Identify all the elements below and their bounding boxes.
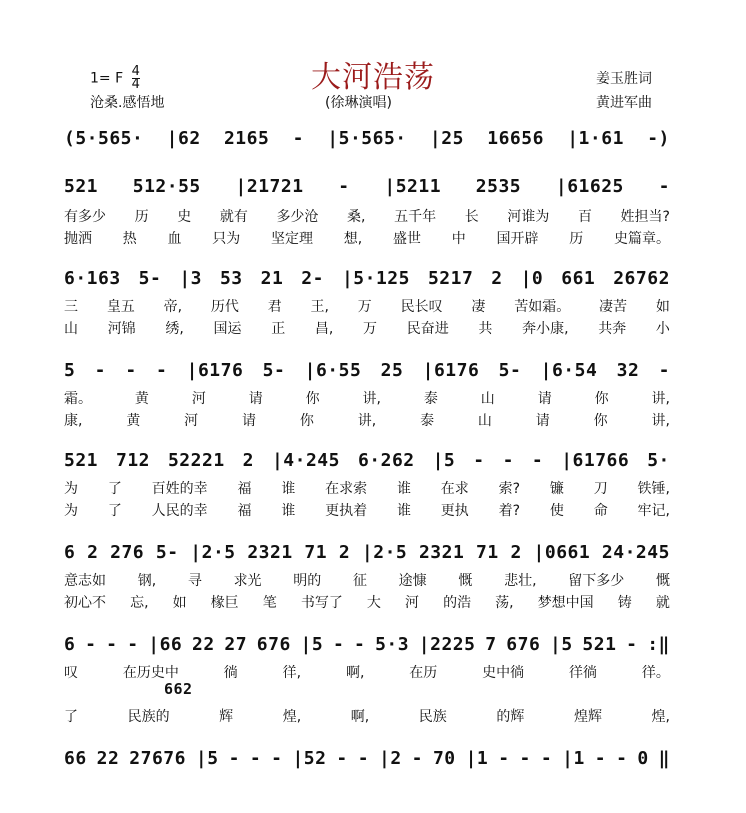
lyric-word: 在求 — [440, 481, 469, 497]
lyric-word: 谁 — [281, 503, 296, 519]
lyric-word: 求光 — [233, 573, 262, 589]
lyric-word: 河谁为 — [507, 209, 550, 225]
lyric-word: 梦想中国 — [537, 595, 594, 611]
lyric-word: 国开辟 — [496, 231, 539, 247]
lyric-word: 山 — [477, 413, 492, 429]
note-group: |5·125 — [341, 268, 410, 289]
notation-line — [64, 634, 670, 655]
note-group: - — [155, 360, 168, 381]
note-group: - — [411, 748, 423, 769]
note-group: - — [658, 360, 670, 381]
lyric-word: 更执 — [440, 503, 469, 519]
lyric-word: 国运 — [213, 321, 242, 337]
note-group: - — [473, 450, 485, 471]
lyric-word: 讲, — [362, 391, 381, 407]
notation-line — [64, 176, 670, 197]
note-group: 66 — [64, 748, 87, 769]
note-group: 53 — [219, 268, 243, 289]
note-group: |21721 — [235, 176, 304, 197]
time-signature: $\frac{4}{4}$ — [131, 64, 140, 92]
note-group: - — [658, 176, 670, 197]
lyric-word: 留下多少 — [568, 573, 625, 589]
lyric-word: 为 — [64, 503, 78, 519]
note-group: 6 — [64, 634, 76, 655]
lyric-word: 凄苦 — [599, 299, 628, 315]
lyric-word: 讲, — [651, 391, 670, 407]
lyric-word: 共 — [478, 321, 493, 337]
note-group: 521 — [64, 450, 99, 471]
song-title: 大河浩荡 — [311, 60, 435, 95]
note-group: 521 — [582, 634, 617, 655]
note-group: 5- — [138, 268, 162, 289]
note-group: 712 — [115, 450, 150, 471]
lyric-verse-1 — [64, 662, 670, 682]
lyric-word: 请 — [242, 413, 257, 429]
lyric-word: 命 — [593, 503, 608, 519]
note-group: - — [498, 748, 510, 769]
lyric-word: 史中徜 — [482, 665, 525, 681]
note-group: 276 — [110, 542, 145, 563]
note-group: - — [338, 176, 350, 197]
lyric-word: 途慷 — [398, 573, 427, 589]
note-group: |1 — [562, 748, 585, 769]
lyric-word: 叹 — [64, 665, 78, 681]
note-group: 6·163 — [64, 268, 121, 289]
note-group: 0 — [637, 748, 649, 769]
note-group: (5·565· — [64, 128, 144, 149]
note-group: 7 — [485, 634, 497, 655]
lyric-word: 昌, — [314, 321, 334, 337]
note-group: 27676 — [129, 748, 186, 769]
lyric-word: 抛洒 — [64, 231, 92, 247]
note-group: 5- — [262, 360, 286, 381]
lyric-word: 史 — [177, 209, 192, 225]
lyric-word: 中 — [451, 231, 466, 247]
lyric-word: 你 — [305, 391, 320, 407]
note-group: - — [626, 634, 638, 655]
note-group: - — [106, 634, 118, 655]
lyric-verse-1 — [64, 296, 670, 316]
note-group: 22 — [191, 634, 215, 655]
note-group: |2 — [379, 748, 402, 769]
note-group: 512·55 — [132, 176, 201, 197]
note-group: |0661 — [533, 542, 591, 563]
lyric-word: 山 — [64, 321, 78, 337]
note-group: |5 — [550, 634, 573, 655]
note-group: 2- — [301, 268, 324, 289]
lyric-word: 了 — [107, 503, 122, 519]
arranger-credit: 沧桑.感悟地 — [90, 95, 165, 111]
composer-credit: 黄进军曲 — [596, 95, 652, 111]
note-group: 2 — [510, 542, 522, 563]
note-group: - — [502, 450, 514, 471]
lyric-word: 万 — [357, 299, 372, 315]
note-group: 52221 — [167, 450, 225, 471]
lyric-verse-1 — [64, 570, 670, 590]
note-group: |61766 — [561, 450, 630, 471]
lyric-word: 康, — [64, 413, 83, 429]
lyric-word: 征 — [352, 573, 367, 589]
note-group: 24·245 — [601, 542, 670, 563]
note-group: 5·3 — [375, 634, 410, 655]
lyric-word: 徜 — [223, 665, 238, 681]
notation-line — [64, 268, 670, 289]
lyric-word: 小 — [655, 321, 670, 337]
note-group: - — [357, 748, 370, 769]
lyric-word: 铁锤, — [637, 481, 670, 497]
note-group: 676 — [256, 634, 291, 655]
lyric-word: 啊, — [345, 665, 365, 681]
note-group: 5- — [498, 360, 522, 381]
note-group: 2 — [338, 542, 351, 563]
lyric-word: 民长叹 — [400, 299, 443, 315]
lyric-word: 泰 — [420, 413, 435, 429]
note-group: - — [125, 360, 137, 381]
lyric-word: 君 — [267, 299, 282, 315]
note-group: - — [127, 634, 139, 655]
lyric-word: 共奔 — [598, 321, 627, 337]
lyric-word: 谁 — [396, 481, 411, 497]
lyric-word: 山 — [480, 391, 495, 407]
lyric-word: 史篇章。 — [613, 231, 670, 247]
note-group: |5 — [300, 634, 324, 655]
notation-line — [64, 542, 670, 563]
notation-line — [64, 748, 670, 769]
lyric-word: 皇五 — [106, 299, 135, 315]
lyric-verse-2 — [64, 410, 670, 430]
lyric-word: 啊, — [350, 709, 370, 725]
singer-credit: (徐琳演唱) — [325, 95, 392, 111]
lyric-word: 黄 — [134, 391, 149, 407]
lyric-word: 徉, — [282, 665, 302, 681]
note-group: 26762 — [613, 268, 670, 289]
lyric-word: 泰 — [423, 391, 438, 407]
lyric-verse-2 — [64, 592, 670, 612]
lyric-word: 民族的 — [127, 709, 170, 725]
note-group: 2 — [87, 542, 99, 563]
lyric-word: 在求索 — [325, 481, 368, 497]
lyric-word: 你 — [594, 391, 609, 407]
lyric-word: 如 — [172, 595, 187, 611]
note-group: - — [228, 748, 240, 769]
lyric-word: 黄 — [126, 413, 141, 429]
note-group: |6·55 — [304, 360, 362, 381]
lyric-word: 坚定理 — [271, 231, 313, 247]
lyric-word: 福 — [237, 503, 252, 519]
lyric-word: 正 — [271, 321, 286, 337]
note-group: 2535 — [475, 176, 522, 197]
lyric-word: 使 — [549, 503, 564, 519]
lyric-word: 索? — [498, 481, 521, 497]
lyric-word: 谁 — [281, 481, 296, 497]
note-group: 2 — [242, 450, 254, 471]
lyric-word: 福 — [237, 481, 252, 497]
note-group: 2321 — [247, 542, 293, 563]
note-group: - — [336, 748, 348, 769]
note-group: |5 — [432, 450, 456, 471]
note-group: 5 — [64, 360, 76, 381]
note-group: |5·565· — [327, 128, 407, 149]
lyric-word: 请 — [535, 413, 550, 429]
lyric-word: 人民的幸 — [151, 503, 208, 519]
note-group: 5· — [647, 450, 670, 471]
lyric-word: 百姓的幸 — [151, 481, 208, 497]
lyric-word: 书写了 — [300, 595, 343, 611]
lyric-word: 如 — [655, 299, 670, 315]
lyric-word: 就 — [655, 595, 670, 611]
lyric-verse-1 — [64, 388, 670, 408]
lyric-verse-2 — [64, 228, 670, 248]
lyric-word: 热 — [122, 231, 137, 247]
lyric-verse-2 — [64, 500, 670, 520]
lyric-word: 慨 — [655, 573, 670, 589]
lyric-word: 请 — [248, 391, 263, 407]
note-group: |0 — [520, 268, 544, 289]
lyric-word: 的浩 — [443, 595, 472, 611]
lyric-word: 忘, — [130, 595, 149, 611]
note-group: |6176 — [422, 360, 480, 381]
notation-line — [64, 128, 670, 149]
note-group: - — [249, 748, 262, 769]
lyric-word: 意志如 — [64, 573, 106, 589]
lyric-word: 着? — [498, 503, 521, 519]
note-group: 5- — [155, 542, 179, 563]
note-group: -) — [647, 128, 670, 149]
lyric-verse-1 — [64, 478, 670, 498]
lyric-word: 河 — [184, 413, 199, 429]
note-group: 71 — [476, 542, 499, 563]
lyric-word: 笔 — [262, 595, 277, 611]
lyric-verse-2 — [64, 706, 670, 726]
lyric-word: 了 — [64, 709, 78, 725]
lyric-word: 霜。 — [64, 391, 92, 407]
note-group: 6 — [64, 542, 76, 563]
lyric-word: 你 — [593, 413, 608, 429]
note-group: 25 — [380, 360, 404, 381]
lyric-word: 更执着 — [325, 503, 368, 519]
note-group: 676 — [506, 634, 541, 655]
lyric-word: 辉 — [219, 709, 234, 725]
note-group: 6·262 — [357, 450, 415, 471]
note-group: :‖ — [647, 634, 670, 655]
lyric-word: 讲, — [357, 413, 377, 429]
lyric-word: 三 — [64, 299, 78, 315]
note-group: 16656 — [487, 128, 544, 149]
lyric-word: 苦如霜。 — [514, 299, 571, 315]
lyric-word: 民族 — [418, 709, 447, 725]
lyric-word: 长 — [464, 209, 479, 225]
note-group: |4·245 — [271, 450, 340, 471]
note-group: |6·54 — [540, 360, 598, 381]
note-group: 521 — [64, 176, 99, 197]
note-group: |2225 — [418, 634, 476, 655]
lyric-word: 初心不 — [64, 595, 106, 611]
note-group: 32 — [616, 360, 640, 381]
note-group: 70 — [432, 748, 456, 769]
note-group: - — [292, 128, 304, 149]
lyric-word: 有多少 — [64, 209, 106, 225]
note-group: - — [616, 748, 628, 769]
lyric-word: 历代 — [210, 299, 239, 315]
lyric-word: 帝, — [163, 299, 183, 315]
note-group: - — [531, 450, 544, 471]
lyric-word: 荡, — [495, 595, 514, 611]
lyric-word: 河锦 — [107, 321, 136, 337]
note-group: 21 — [260, 268, 284, 289]
note-group: - — [594, 748, 607, 769]
lyric-word: 在历史中 — [122, 665, 179, 681]
lyric-word: 想, — [343, 231, 363, 247]
lyric-word: 为 — [64, 481, 78, 497]
lyric-word: 镰 — [549, 481, 564, 497]
lyric-word: 了 — [107, 481, 122, 497]
note-group: |6176 — [186, 360, 244, 381]
lyric-word: 刀 — [593, 481, 608, 497]
lyric-word: 请 — [537, 391, 552, 407]
lyric-word: 就有 — [219, 209, 248, 225]
lyric-word: 历 — [569, 231, 584, 247]
note-group: - — [332, 634, 345, 655]
lyric-word: 你 — [299, 413, 314, 429]
lyric-word: 慨 — [458, 573, 473, 589]
note-group: |1·61 — [567, 128, 624, 149]
note-group: 27 — [224, 634, 248, 655]
lyric-word: 姓担当? — [620, 209, 670, 225]
lyric-word: 牢记, — [637, 503, 670, 519]
notation-line — [64, 450, 670, 471]
lyric-word: 在历 — [409, 665, 438, 681]
lyric-word: 多少沧 — [276, 209, 319, 225]
note-group: |5211 — [384, 176, 442, 197]
lyric-verse-1 — [64, 206, 670, 226]
lyric-word: 椽巨 — [210, 595, 239, 611]
note-group: ‖ — [658, 748, 670, 769]
note-group: 2165 — [223, 128, 270, 149]
lyric-word: 钢, — [137, 573, 157, 589]
lyric-word: 煌辉 — [573, 709, 602, 725]
lyric-word: 徉徜 — [569, 665, 598, 681]
note-group: - — [271, 748, 283, 769]
note-group: 5217 — [427, 268, 474, 289]
lyric-word: 盛世 — [392, 231, 421, 247]
notation-line — [64, 360, 670, 381]
lyric-word: 绣, — [165, 321, 184, 337]
lyric-word: 谁 — [396, 503, 411, 519]
lyric-word: 血 — [167, 231, 182, 247]
note-group: |2·5 — [361, 542, 408, 563]
note-group: - — [519, 748, 531, 769]
alternate-notes: 662 — [164, 680, 193, 698]
lyric-word: 民奋进 — [406, 321, 449, 337]
note-group: - — [94, 360, 106, 381]
note-group: |52 — [292, 748, 327, 769]
note-group: |3 — [179, 268, 202, 289]
note-group: |25 — [429, 128, 464, 149]
note-group: - — [85, 634, 97, 655]
lyric-word: 河 — [191, 391, 206, 407]
lyric-word: 凄 — [471, 299, 486, 315]
lyric-word: 讲, — [651, 413, 670, 429]
note-group: |61625 — [555, 176, 624, 197]
lyric-word: 万 — [363, 321, 378, 337]
note-group: |5 — [195, 748, 219, 769]
lyric-word: 煌, — [651, 709, 670, 725]
lyric-word: 百 — [577, 209, 592, 225]
lyric-word: 王, — [310, 299, 329, 315]
note-group: 71 — [304, 542, 328, 563]
lyric-word: 五千年 — [394, 209, 437, 225]
lyric-word: 铸 — [617, 595, 632, 611]
note-group: - — [540, 748, 553, 769]
lyric-word: 的辉 — [496, 709, 525, 725]
lyric-word: 悲壮, — [504, 573, 537, 589]
lyric-word: 河 — [405, 595, 419, 611]
lyric-word: 历 — [134, 209, 149, 225]
note-group: 22 — [96, 748, 120, 769]
lyric-word: 煌, — [282, 709, 302, 725]
lyric-word: 只为 — [212, 231, 241, 247]
lyric-word: 桑, — [347, 209, 366, 225]
lyric-word: 徉。 — [641, 665, 670, 681]
lyricist-credit: 姜玉胜词 — [596, 71, 652, 87]
lyric-word: 寻 — [187, 573, 202, 589]
lyric-verse-2 — [64, 318, 670, 338]
lyric-word: 明的 — [293, 573, 322, 589]
note-group: - — [354, 634, 366, 655]
key-signature: 1= F $\frac{4}{4}$ — [90, 64, 140, 92]
note-group: |66 — [148, 634, 183, 655]
lyric-word: 大 — [366, 595, 381, 611]
note-group: |1 — [465, 748, 489, 769]
note-group: |62 — [166, 128, 201, 149]
note-group: 2 — [491, 268, 503, 289]
lyric-word: 奔小康, — [522, 321, 569, 337]
note-group: 661 — [561, 268, 596, 289]
note-group: |2·5 — [190, 542, 236, 563]
note-group: 2321 — [418, 542, 465, 563]
